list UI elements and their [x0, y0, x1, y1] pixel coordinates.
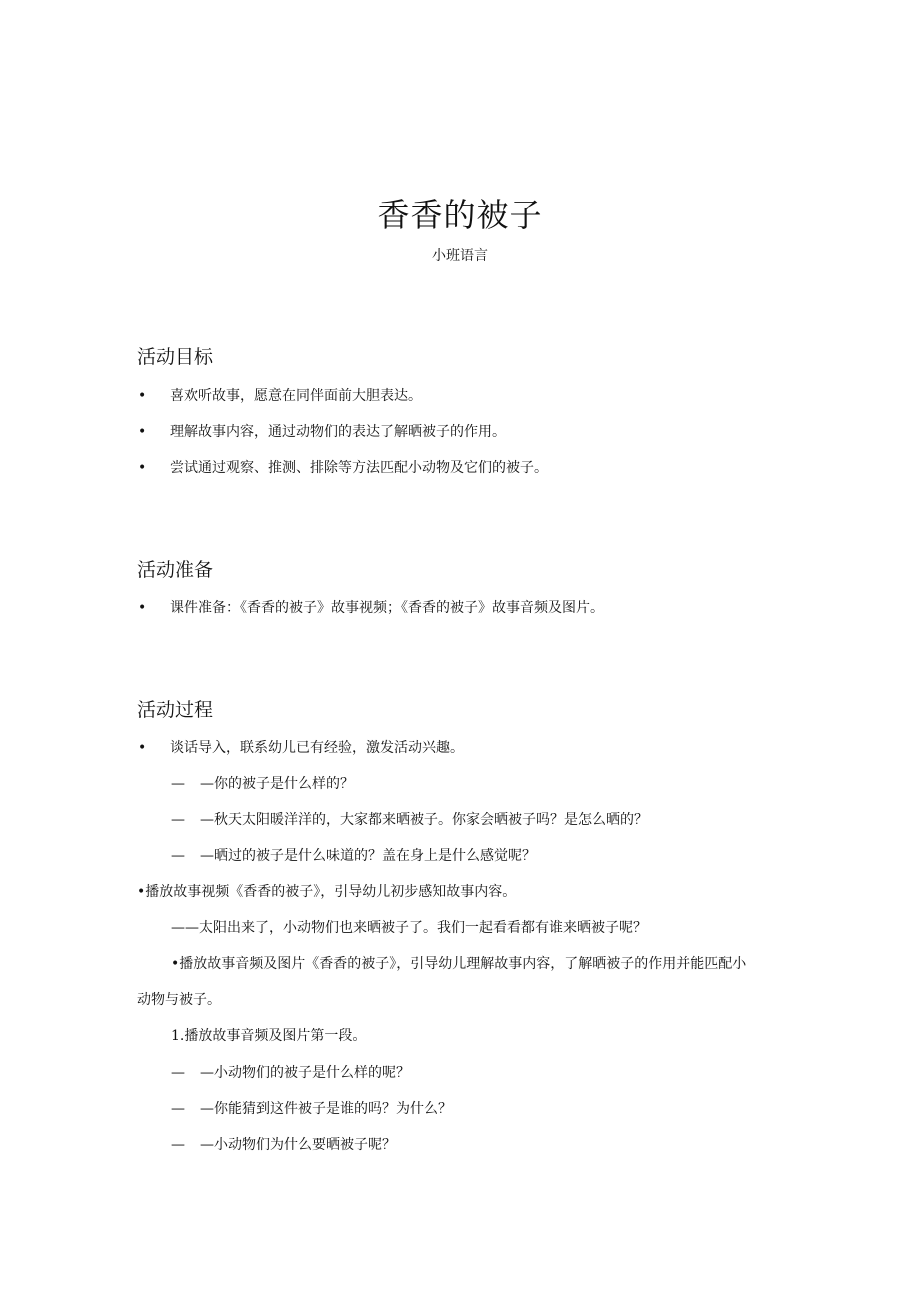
goal-item: 喜欢听故事，愿意在同伴面前大胆表达。 — [170, 388, 422, 404]
question-item: —你的被子是什么样的？ — [200, 776, 354, 792]
dash-marker: — — [171, 1137, 185, 1153]
process-step-continuation: 动物与被子。 — [137, 992, 221, 1008]
bullet-icon: • — [138, 424, 147, 440]
question-item: —秋天太阳暖洋洋的，大家都来晒被子。你家会晒被子吗？是怎么晒的？ — [200, 812, 648, 828]
page-subtitle: 小班语言 — [432, 248, 488, 264]
question-item: —晒过的被子是什么味道的？盖在身上是什么感觉呢？ — [200, 848, 536, 864]
dash-marker: — — [171, 812, 185, 828]
dash-marker: — — [171, 1065, 185, 1081]
dash-marker: — — [171, 848, 185, 864]
section-heading-goals: 活动目标 — [137, 346, 214, 368]
bullet-icon: • — [138, 740, 147, 756]
question-item: —小动物们为什么要晒被子呢？ — [200, 1137, 396, 1153]
sub-step: 1.播放故事音频及图片第一段。 — [171, 1028, 367, 1044]
goal-item: 尝试通过观察、推测、排除等方法匹配小动物及它们的被子。 — [170, 460, 548, 476]
process-step: 谈话导入，联系幼儿已有经验，激发活动兴趣。 — [170, 740, 464, 756]
bullet-icon: • — [138, 388, 147, 404]
question-item: —小动物们的被子是什么样的呢？ — [200, 1065, 410, 1081]
dash-marker: — — [171, 776, 185, 792]
goal-item: 理解故事内容，通过动物们的表达了解晒被子的作用。 — [170, 424, 506, 440]
process-step: •播放故事音频及图片《香香的被子》，引导幼儿理解故事内容，了解晒被子的作用并能匹配小 — [171, 956, 747, 972]
page-title: 香香的被子 — [377, 196, 543, 234]
section-heading-process: 活动过程 — [137, 699, 214, 721]
bullet-icon: • — [138, 600, 147, 616]
bullet-icon: • — [138, 460, 147, 476]
question-item: ——太阳出来了，小动物们也来晒被子了。我们一起看看都有谁来晒被子呢？ — [171, 920, 647, 936]
question-item: —你能猜到这件被子是谁的吗？为什么？ — [200, 1101, 452, 1117]
dash-marker: — — [171, 1101, 185, 1117]
process-step: •播放故事视频《香香的被子》，引导幼儿初步感知故事内容。 — [137, 884, 517, 900]
preparation-item: 课件准备：《香香的被子》故事视频；《香香的被子》故事音频及图片。 — [170, 600, 604, 616]
section-heading-preparation: 活动准备 — [137, 559, 214, 581]
